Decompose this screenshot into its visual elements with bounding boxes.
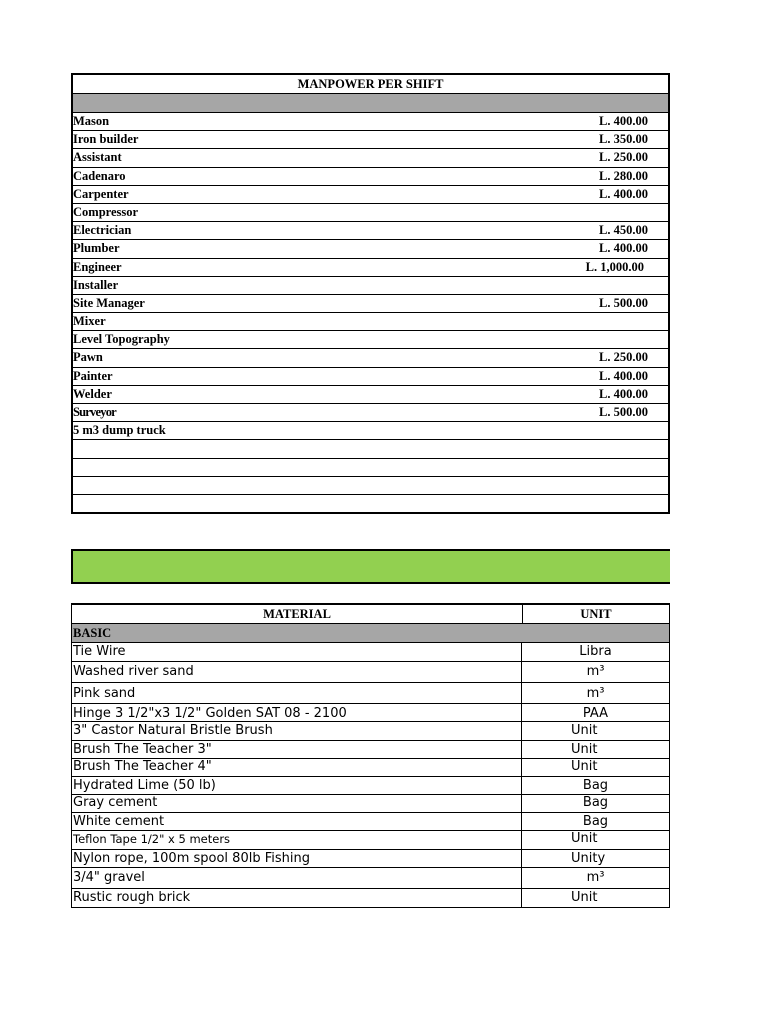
material-unit: Unit: [571, 723, 598, 738]
role-name: Cadenaro: [73, 168, 126, 183]
material-unit: Unit: [571, 831, 598, 846]
role-rate: L. 280.00: [599, 168, 648, 183]
manpower-row: [73, 422, 668, 440]
manpower-row: [73, 240, 668, 258]
manpower-table: [71, 73, 670, 514]
material-unit: Unity: [571, 851, 606, 866]
manpower-row: [73, 186, 668, 204]
manpower-row: [73, 295, 668, 313]
role-rate: L. 500.00: [599, 295, 648, 310]
material-name: Hydrated Lime (50 lb): [72, 777, 522, 794]
material-unit: Bag: [582, 814, 609, 829]
material-name: Washed river sand: [72, 662, 522, 682]
material-name: 3" Castor Natural Bristle Brush: [72, 722, 522, 740]
material-row: [71, 683, 670, 704]
manpower-title: MANPOWER PER SHIFT: [73, 75, 668, 94]
materials-category: BASIC: [71, 624, 670, 643]
role-rate: L. 1,000.00: [585, 259, 644, 274]
role-rate: L. 400.00: [599, 186, 648, 201]
role-name: Electrician: [73, 223, 132, 238]
role-name: Engineer: [73, 259, 122, 274]
material-name: Tie Wire: [72, 643, 522, 661]
material-unit: Bag: [582, 778, 609, 793]
material-name: Pink sand: [72, 683, 522, 703]
material-row: [71, 777, 670, 795]
material-unit: m³: [586, 664, 605, 679]
manpower-row: [73, 277, 668, 295]
material-row: [71, 813, 670, 831]
material-unit: Bag: [582, 795, 609, 810]
manpower-row: [73, 331, 668, 349]
manpower-row: [73, 368, 668, 386]
material-name: Teflon Tape 1/2" x 5 meters: [72, 831, 522, 849]
role-name: Compressor: [73, 204, 139, 219]
role-name: Assistant: [73, 150, 122, 165]
unit-column-header: UNIT: [580, 607, 612, 621]
role-name: Carpenter: [73, 186, 129, 201]
role-rate: L. 400.00: [599, 241, 648, 256]
role-name: Pawn: [73, 350, 103, 365]
material-row: [71, 759, 670, 777]
material-name: Brush The Teacher 3": [72, 741, 522, 758]
manpower-row: [73, 459, 668, 477]
manpower-row: [73, 404, 668, 422]
manpower-row: [73, 386, 668, 404]
material-name: Hinge 3 1/2"x3 1/2" Golden SAT 08 - 2100: [72, 704, 522, 721]
role-name: Level Topography: [73, 332, 170, 347]
material-name: Brush The Teacher 4": [72, 759, 522, 776]
manpower-row: [73, 149, 668, 167]
material-row: [71, 795, 670, 813]
material-unit: PAA: [582, 706, 609, 721]
material-row: [71, 662, 670, 683]
manpower-row: [73, 349, 668, 367]
role-name: Painter: [73, 368, 113, 383]
role-name: Surveyor: [73, 405, 116, 419]
material-unit: Libra: [579, 644, 612, 659]
role-name: Welder: [73, 386, 112, 401]
green-section-bar: [71, 549, 670, 584]
role-rate: L. 400.00: [599, 114, 648, 128]
role-rate: L. 250.00: [599, 350, 648, 365]
material-unit: Unit: [571, 759, 598, 774]
material-unit: Unit: [571, 742, 598, 757]
material-unit: m³: [586, 686, 605, 701]
material-row: [71, 704, 670, 722]
material-name: White cement: [72, 813, 522, 830]
manpower-row: [73, 131, 668, 149]
role-rate: L. 500.00: [599, 405, 648, 419]
manpower-row: [73, 113, 668, 131]
role-rate: L. 250.00: [599, 150, 648, 165]
material-row: [71, 889, 670, 908]
role-name: Site Manager: [73, 295, 145, 310]
manpower-row: [73, 313, 668, 331]
material-name: Nylon rope, 100m spool 80lb Fishing: [72, 850, 522, 867]
manpower-row: [73, 204, 668, 222]
material-name: Gray cement: [72, 795, 522, 812]
manpower-row: [73, 495, 668, 512]
role-name: Mason: [73, 114, 110, 128]
role-rate: L. 400.00: [599, 386, 648, 401]
role-rate: L. 400.00: [599, 368, 648, 383]
material-row: [71, 643, 670, 662]
role-name: Installer: [73, 277, 119, 292]
role-rate: L. 450.00: [599, 223, 648, 238]
manpower-row: [73, 440, 668, 458]
material-column-header: MATERIAL: [72, 605, 523, 623]
materials-table: [71, 603, 670, 908]
material-row: [71, 831, 670, 850]
manpower-row: [73, 168, 668, 186]
role-name: 5 m3 dump truck: [73, 423, 166, 438]
role-name: Mixer: [73, 314, 106, 329]
manpower-row: [73, 259, 668, 277]
material-row: [71, 722, 670, 741]
material-name: 3/4" gravel: [72, 868, 522, 888]
role-rate: L. 350.00: [599, 132, 648, 147]
material-row: [71, 741, 670, 759]
material-name: Rustic rough brick: [72, 889, 522, 907]
material-row: [71, 850, 670, 868]
manpower-gray-band: [73, 94, 668, 113]
material-row: [71, 868, 670, 889]
material-unit: Unit: [571, 890, 598, 905]
material-unit: m³: [586, 870, 605, 885]
role-name: Iron builder: [73, 132, 139, 147]
materials-header-row: [71, 605, 670, 624]
manpower-row: [73, 222, 668, 240]
role-name: Plumber: [73, 241, 120, 256]
manpower-row: [73, 477, 668, 495]
